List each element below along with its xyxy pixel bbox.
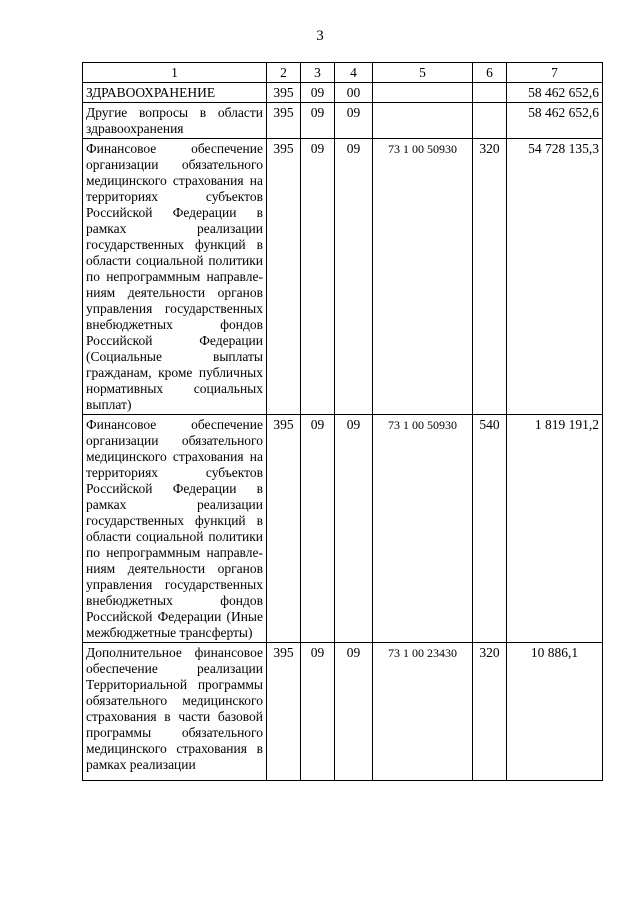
- row-vr: [473, 83, 507, 103]
- column-header: 4: [335, 63, 373, 83]
- row-pr: 09: [335, 643, 373, 781]
- row-rz: 09: [301, 415, 335, 643]
- row-rz: 09: [301, 103, 335, 139]
- table-row: [83, 415, 603, 643]
- row-pr: 09: [335, 103, 373, 139]
- row-name: ЗДРАВООХРАНЕНИЕ: [83, 83, 267, 103]
- row-rz: 09: [301, 643, 335, 781]
- row-gr: 395: [267, 103, 301, 139]
- row-csr: [373, 83, 473, 103]
- row-gr: 395: [267, 83, 301, 103]
- row-sum: 54 728 135,3: [507, 139, 603, 415]
- row-csr: 73 1 00 50930: [373, 139, 473, 415]
- table-header-row: [83, 63, 603, 83]
- row-gr: 395: [267, 415, 301, 643]
- budget-table: [82, 62, 603, 781]
- row-csr: [373, 103, 473, 139]
- row-pr: 09: [335, 415, 373, 643]
- row-sum: 58 462 652,6: [507, 83, 603, 103]
- row-pr: 00: [335, 83, 373, 103]
- row-gr: 395: [267, 139, 301, 415]
- table-row: [83, 139, 603, 415]
- row-csr: 73 1 00 50930: [373, 415, 473, 643]
- row-vr: 540: [473, 415, 507, 643]
- row-name: Финансовое обеспечение организации обязательного медицинского страхования на территориях субъектов Российской Федерации в рамках реализации государственных функций в области социальной политики по непрограммным направлениям деятельности органов управления государственных внебюджетных фондов Российской Федерации (Иные межбюджетные трансферты): [83, 415, 267, 643]
- column-header: 3: [301, 63, 335, 83]
- row-sum: 1 819 191,2: [507, 415, 603, 643]
- column-header: 2: [267, 63, 301, 83]
- row-pr: 09: [335, 139, 373, 415]
- row-sum: 58 462 652,6: [507, 103, 603, 139]
- column-header: 6: [473, 63, 507, 83]
- row-name: Дополнительное финансовое обеспечение реализации Территориальной программы обязательного медицинского страхования в части базовой программы обязательного медицинского страхования в рамках реализации: [83, 643, 267, 781]
- table-row: [83, 83, 603, 103]
- column-header: 5: [373, 63, 473, 83]
- row-csr: 73 1 00 23430: [373, 643, 473, 781]
- row-vr: 320: [473, 643, 507, 781]
- table-row: [83, 103, 603, 139]
- row-name: Финансовое обеспечение организации обязательного медицинского страхования на территориях субъектов Российской Федерации в рамках реализации государственных функций в области социальной политики по непрограммным направлениям деятельности органов управления государственных внебюджетных фондов Российской Федерации (Социальные выплаты гражданам, кроме публичных нормативных социальных выплат): [83, 139, 267, 415]
- page-number: 3: [316, 28, 324, 44]
- row-name: Другие вопросы в области здравоохранения: [83, 103, 267, 139]
- row-gr: 395: [267, 643, 301, 781]
- row-vr: [473, 103, 507, 139]
- row-rz: 09: [301, 139, 335, 415]
- column-header: 1: [83, 63, 267, 83]
- row-sum: 10 886,1: [507, 643, 603, 781]
- row-vr: 320: [473, 139, 507, 415]
- table-row: [83, 643, 603, 781]
- row-rz: 09: [301, 83, 335, 103]
- column-header: 7: [507, 63, 603, 83]
